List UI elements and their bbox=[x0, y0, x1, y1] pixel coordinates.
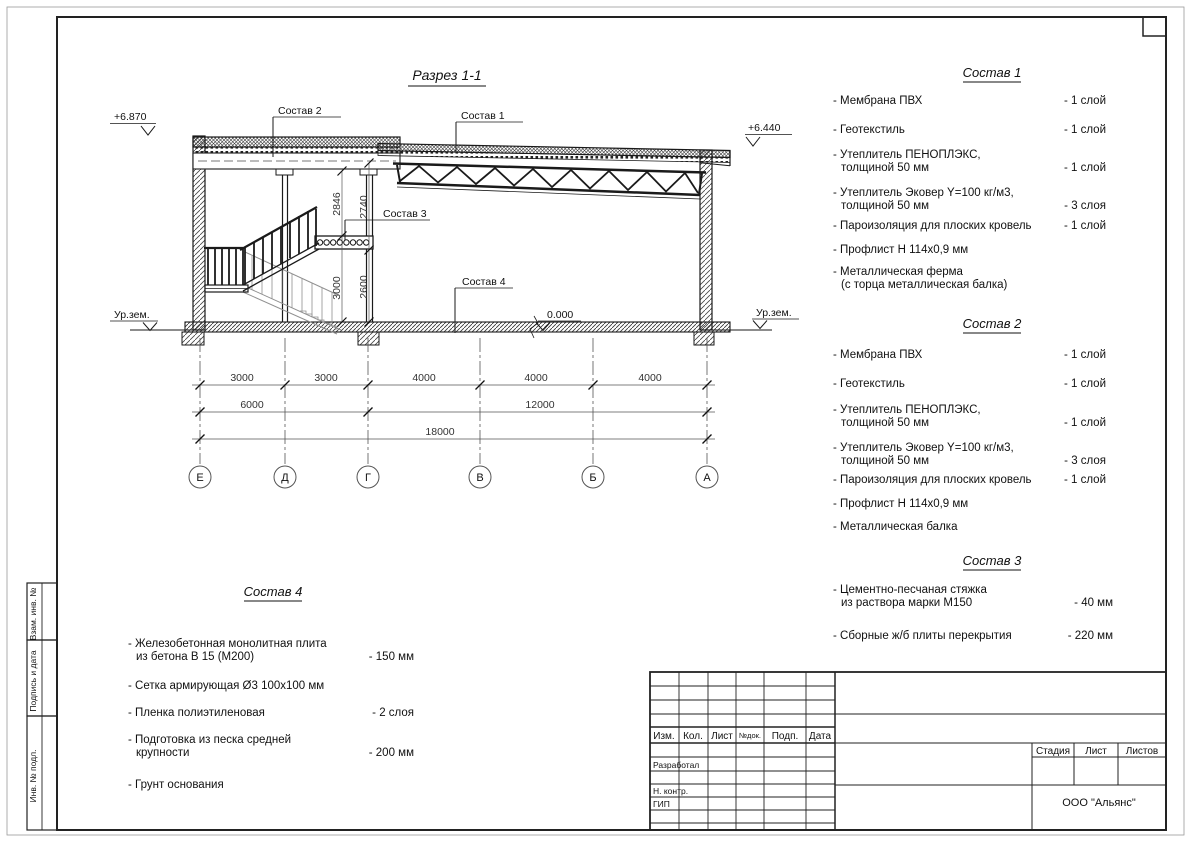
composition-list-3 bbox=[833, 553, 1113, 642]
list-item: - Утеплитель Эковер Y=100 кг/м3, bbox=[833, 442, 1014, 454]
list-item-line2: крупности bbox=[136, 747, 190, 759]
axis-bubbles bbox=[189, 466, 718, 488]
list-item: - Утеплитель Эковер Y=100 кг/м3, bbox=[833, 187, 1014, 199]
list-item-qty: - 1 слой bbox=[1063, 349, 1106, 361]
axis-label-d: Д bbox=[281, 472, 289, 484]
leader-sostav4: Состав 4 bbox=[462, 276, 506, 288]
stairs-landing bbox=[204, 248, 248, 292]
list-item-line2: из бетона В 15 (М200) bbox=[136, 651, 255, 663]
axis-label-a: А bbox=[703, 472, 711, 484]
hdim-3: 4000 bbox=[412, 372, 436, 384]
list-item: - Геотекстиль bbox=[833, 124, 905, 136]
list-item-qty: - 220 мм bbox=[1067, 630, 1113, 642]
list-item-line2: толщиной 50 мм bbox=[841, 162, 930, 174]
hdim-1: 3000 bbox=[230, 372, 254, 384]
stairs bbox=[204, 207, 341, 334]
tb-razrabotal: Разработал bbox=[653, 760, 700, 770]
list-item-qty: - 3 слоя bbox=[1064, 455, 1106, 467]
tb-list: Лист bbox=[711, 731, 733, 742]
elev-zero: 0.000 bbox=[547, 309, 574, 321]
leader-sostav2: Состав 2 bbox=[278, 105, 322, 117]
list-item-line2: из раствора марки М150 bbox=[841, 597, 973, 609]
list-item: - Пароизоляция для плоских кровель bbox=[833, 220, 1032, 232]
elev-top-left: +6.870 bbox=[114, 111, 147, 123]
list-item: - Геотекстиль bbox=[833, 378, 905, 390]
list-item-qty: - 1 слой bbox=[1063, 124, 1106, 136]
ground-label-right: Ур.зем. bbox=[756, 307, 792, 319]
list-item-qty: - 1 слой bbox=[1063, 95, 1106, 107]
roof-truss bbox=[393, 164, 706, 200]
roof-sloped-right bbox=[378, 144, 730, 167]
list-item: - Профлист Н 114х0,9 мм bbox=[833, 244, 969, 256]
list-item: - Грунт основания bbox=[128, 779, 224, 791]
vdim-3000: 3000 bbox=[331, 276, 343, 300]
list-item: - Утеплитель ПЕНОПЛЭКС, bbox=[833, 149, 981, 161]
sidebar-label-podpis: Подпись и дата bbox=[28, 650, 38, 712]
list-title: Состав 1 bbox=[962, 65, 1022, 80]
list-item-line2: толщиной 50 мм bbox=[841, 455, 930, 467]
list-item-qty: - 3 слоя bbox=[1064, 200, 1106, 212]
leader-sostav3: Состав 3 bbox=[383, 208, 427, 220]
list-item: - Железобетонная монолитная плита bbox=[128, 638, 327, 650]
tb-listov: Листов bbox=[1125, 746, 1159, 757]
list-item: - Пленка полиэтиленовая bbox=[128, 707, 265, 719]
list-item: - Мембрана ПВХ bbox=[833, 349, 923, 361]
list-item-qty: - 2 слоя bbox=[372, 707, 414, 719]
list-item-qty: - 150 мм bbox=[368, 651, 414, 663]
tb-podp: Подп. bbox=[771, 731, 799, 742]
tb-company: ООО "Альянс" bbox=[1062, 797, 1136, 809]
composition-list-1 bbox=[833, 65, 1106, 291]
axis-label-g: Г bbox=[365, 472, 371, 484]
hdim-4: 4000 bbox=[524, 372, 548, 384]
list-item: - Сетка армирующая Ø3 100х100 мм bbox=[128, 680, 325, 692]
axis-label-v: В bbox=[476, 472, 484, 484]
sidebar-label-vzam: Взам. инв. № bbox=[28, 587, 38, 641]
list-item-line2: толщиной 50 мм bbox=[841, 200, 930, 212]
vdim-2600: 2600 bbox=[358, 275, 370, 299]
list-item-qty: - 200 мм bbox=[368, 747, 414, 759]
vdim-2846: 2846 bbox=[331, 192, 343, 216]
list-item: - Утеплитель ПЕНОПЛЭКС, bbox=[833, 404, 981, 416]
list-title: Состав 2 bbox=[962, 316, 1022, 331]
tb-ndok: №док. bbox=[739, 731, 761, 740]
hdim-18000: 18000 bbox=[425, 426, 455, 438]
sidebar-label-inv: Инв. № подл. bbox=[28, 749, 38, 803]
axis-lines bbox=[200, 338, 707, 464]
list-item: - Металлическая балка bbox=[833, 521, 958, 533]
tb-data: Дата bbox=[808, 731, 832, 742]
hdim-2: 3000 bbox=[314, 372, 338, 384]
list-item-qty: - 1 слой bbox=[1063, 378, 1106, 390]
hdim-12000: 12000 bbox=[525, 399, 555, 411]
hdim-5: 4000 bbox=[638, 372, 662, 384]
list-item-qty: - 1 слой bbox=[1063, 417, 1106, 429]
axis-label-e: Е bbox=[196, 472, 204, 484]
list-item-line2: (с торца металлическая балка) bbox=[841, 279, 1008, 291]
list-item: - Мембрана ПВХ bbox=[833, 95, 923, 107]
list-item: - Пароизоляция для плоских кровель bbox=[833, 474, 1032, 486]
list-item: - Профлист Н 114х0,9 мм bbox=[833, 498, 969, 510]
list-item: - Цементно-песчаная стяжка bbox=[833, 584, 987, 596]
list-item: - Металлическая ферма bbox=[833, 266, 963, 278]
composition-list-4 bbox=[128, 584, 414, 791]
mezzanine-slab bbox=[315, 236, 373, 249]
elev-top-right: +6.440 bbox=[748, 122, 781, 134]
tb-izm: Изм. bbox=[653, 731, 675, 742]
tb-gip: ГИП bbox=[653, 799, 670, 809]
tb-kol: Кол. bbox=[683, 731, 703, 742]
tb-nkontr: Н. контр. bbox=[653, 786, 689, 796]
hdim-6000: 6000 bbox=[240, 399, 264, 411]
list-item-qty: - 1 слой bbox=[1063, 162, 1106, 174]
tb-list2: Лист bbox=[1085, 746, 1107, 757]
list-item-qty: - 1 слой bbox=[1063, 220, 1106, 232]
list-item: - Сборные ж/б плиты перекрытия bbox=[833, 630, 1012, 642]
floor-slab bbox=[182, 316, 730, 345]
corner-doc-box bbox=[1143, 17, 1166, 36]
list-title: Состав 4 bbox=[243, 584, 303, 599]
leader-sostav1: Состав 1 bbox=[461, 110, 505, 122]
list-item-qty: - 40 мм bbox=[1074, 597, 1113, 609]
composition-list-2 bbox=[833, 316, 1106, 533]
list-item: - Подготовка из песка средней bbox=[128, 734, 292, 746]
list-item-qty: - 1 слой bbox=[1063, 474, 1106, 486]
list-item-line2: толщиной 50 мм bbox=[841, 417, 930, 429]
drawing-title: Разрез 1-1 bbox=[412, 67, 482, 83]
vdim-2740: 2740 bbox=[358, 195, 370, 219]
ground-label-left: Ур.зем. bbox=[114, 309, 150, 321]
list-title: Состав 3 bbox=[962, 553, 1022, 568]
axis-label-b: Б bbox=[589, 472, 597, 484]
tb-stadia: Стадия bbox=[1035, 746, 1071, 757]
